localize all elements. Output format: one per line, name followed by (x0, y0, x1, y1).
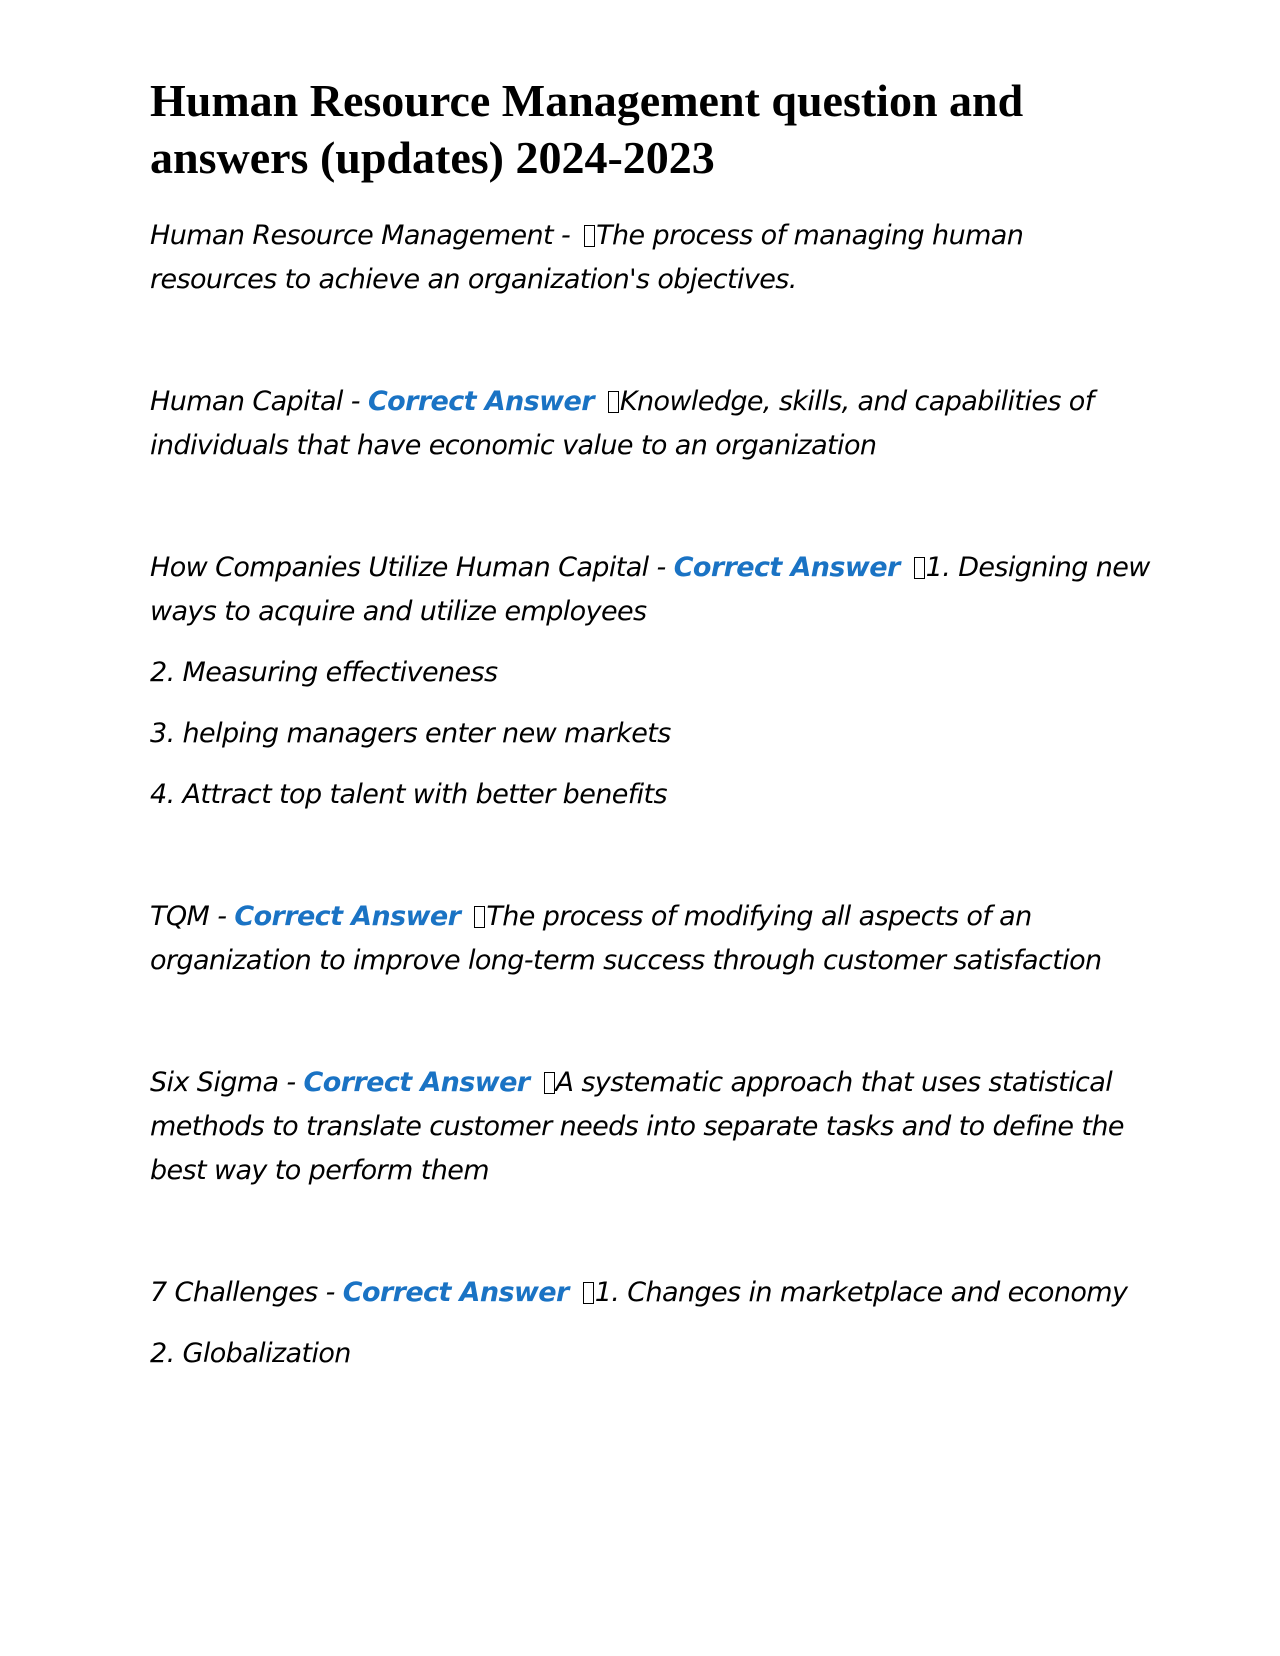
qa-definition: Knowledge, skills, and capabilities of individuals that have economic value to an organization (150, 386, 1094, 461)
qa-entry (150, 1271, 1150, 1376)
qa-entry (150, 214, 1150, 302)
qa-term: Human Capital (150, 386, 343, 417)
missing-glyph-icon (583, 1282, 594, 1304)
correct-answer-label: Correct Answer (342, 1277, 569, 1308)
correct-answer-label: Correct Answer (303, 1067, 530, 1098)
qa-definition-line (150, 214, 1150, 302)
qa-separator: - (553, 220, 579, 251)
qa-list-item: 4. Attract top talent with better benefits (150, 779, 668, 810)
qa-term: 7 Challenges (150, 1277, 318, 1308)
qa-list-item: 3. helping managers enter new markets (150, 718, 671, 749)
qa-term: Six Sigma (150, 1067, 279, 1098)
missing-glyph-icon (544, 1072, 555, 1094)
qa-entry (150, 546, 1150, 817)
qa-definition: The process of modifying all aspects of an organization to improve long-term success through customer satisfaction (150, 901, 1102, 976)
qa-list-item: 2. Measuring effectiveness (150, 657, 498, 688)
qa-definition-line (150, 380, 1150, 468)
qa-separator: - (648, 552, 674, 583)
correct-answer-label: Correct Answer (234, 901, 461, 932)
qa-list-item: 2. Globalization (150, 1338, 351, 1369)
qa-definition-line (150, 546, 1150, 634)
missing-glyph-icon (474, 906, 485, 928)
correct-answer-label: Correct Answer (673, 552, 900, 583)
qa-entry (150, 380, 1150, 468)
qa-term: TQM (150, 901, 210, 932)
missing-glyph-icon (608, 391, 619, 413)
missing-glyph-icon (914, 557, 925, 579)
correct-answer-label: Correct Answer (367, 386, 594, 417)
qa-definition-line (150, 895, 1150, 983)
qa-definition: 1. Changes in marketplace and economy (594, 1277, 1128, 1308)
qa-separator: - (209, 901, 235, 932)
qa-entry (150, 1061, 1150, 1193)
qa-separator: - (342, 386, 368, 417)
qa-definition-line (150, 1271, 1150, 1315)
qa-term: Human Resource Management (150, 220, 554, 251)
document-title: Human Resource Management question and answers (updates) 2024-2023 (150, 75, 1024, 183)
qa-definition-line (150, 1061, 1150, 1193)
qa-definition: A systematic approach that uses statistical methods to translate customer needs into separate tasks and to define the best way to perform them (150, 1067, 1124, 1186)
qa-definition: 1. Designing new ways to acquire and utilize employees (150, 552, 1150, 627)
qa-term: How Companies Utilize Human Capital (150, 552, 649, 583)
document-page (150, 72, 1150, 1393)
qa-separator: - (278, 1067, 304, 1098)
qa-separator: - (317, 1277, 343, 1308)
qa-entry (150, 895, 1150, 983)
missing-glyph-icon (584, 225, 595, 247)
qa-definition: The process of managing human resources to achieve an organization's objectives. (150, 220, 1024, 295)
